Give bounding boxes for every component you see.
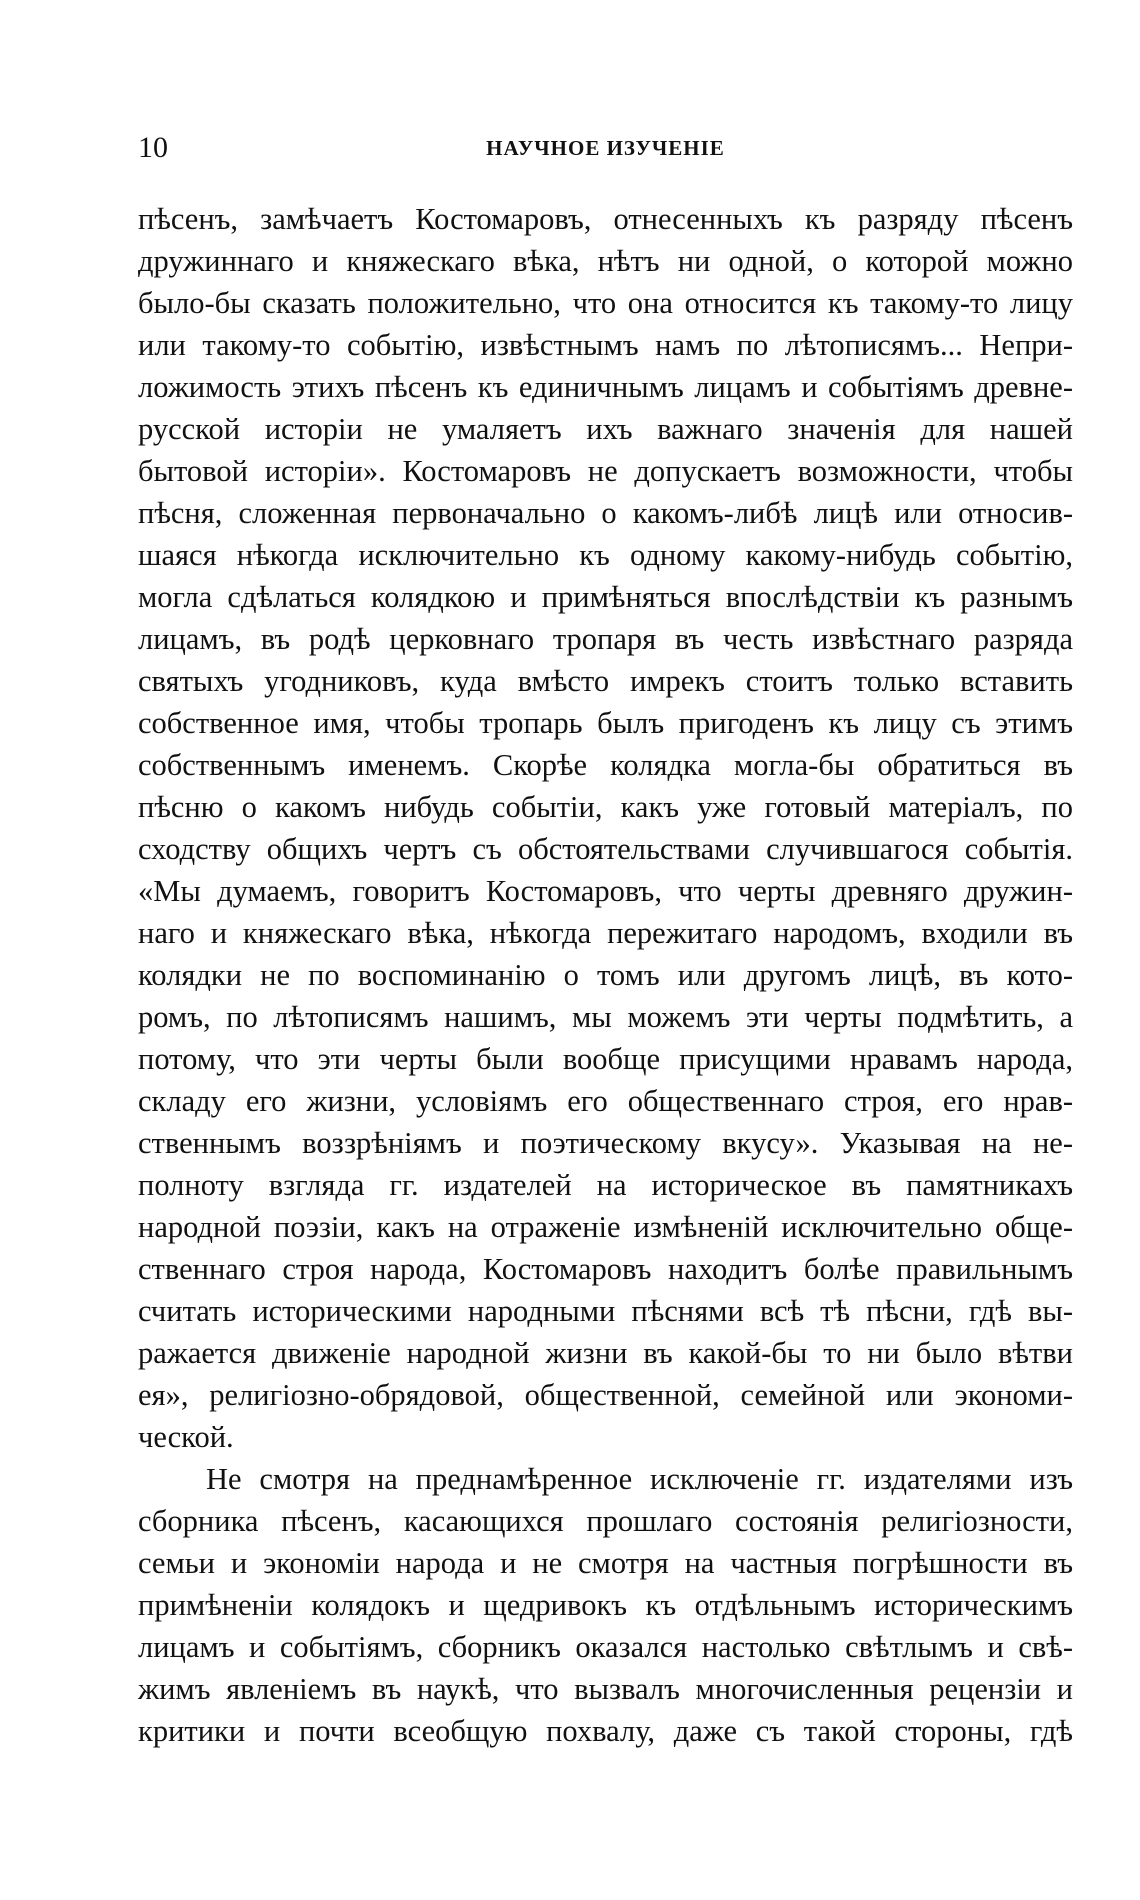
- page-header: [138, 128, 1073, 168]
- text-line: лицамъ, въ родѣ церковнаго тропаря въ честь извѣстнаго разряда: [138, 622, 1073, 656]
- text-line: ственнаго строя народа, Костомаровъ находитъ болѣе правильнымъ: [138, 1252, 1073, 1286]
- text-line: могла сдѣлаться колядкою и примѣняться впослѣдствіи къ разнымъ: [138, 580, 1073, 614]
- text-line: наго и княжескаго вѣка, нѣкогда пережитаго народомъ, входили въ: [138, 916, 1073, 950]
- body-text: [138, 198, 1073, 1752]
- text-line: сборника пѣсенъ, касающихся прошлаго состоянія религіозности,: [138, 1504, 1073, 1538]
- running-title: НАУЧНОЕ ИЗУЧЕНІЕ: [486, 136, 725, 160]
- text-line: дружиннаго и княжескаго вѣка, нѣтъ ни одной, о которой можно: [138, 244, 1073, 278]
- text-line: народной поэзіи, какъ на отраженіе измѣненій исключительно обще-: [138, 1210, 1073, 1244]
- text-line: собственнымъ именемъ. Скорѣе колядка могла-бы обратиться въ: [138, 748, 1073, 782]
- text-line: пѣсню о какомъ нибудь событіи, какъ уже готовый матеріалъ, по: [138, 790, 1073, 824]
- text-line: критики и почти всеобщую похвалу, даже съ такой стороны, гдѣ: [138, 1714, 1073, 1748]
- text-line: полноту взгляда гг. издателей на историческое въ памятникахъ: [138, 1168, 1073, 1202]
- text-line: «Мы думаемъ, говоритъ Костомаровъ, что черты древняго дружин-: [138, 874, 1073, 908]
- text-line: ческой.: [138, 1420, 234, 1454]
- text-line: лицамъ и событіямъ, сборникъ оказался настолько свѣтлымъ и свѣ-: [138, 1630, 1073, 1664]
- text-line: было-бы сказать положительно, что она относится къ такому-то лицу: [138, 286, 1073, 320]
- text-line: собственное имя, чтобы тропарь былъ пригоденъ къ лицу съ этимъ: [138, 706, 1073, 740]
- page-number: 10: [138, 131, 168, 164]
- paragraph-1: [138, 198, 1073, 1458]
- text-line: сходству общихъ чертъ съ обстоятельствами случившагося событія.: [138, 832, 1073, 866]
- text-line: колядки не по воспоминанію о томъ или другомъ лицѣ, въ кото-: [138, 958, 1073, 992]
- text-line: потому, что эти черты были вообще присущими нравамъ народа,: [138, 1042, 1073, 1076]
- text-line: ражается движеніе народной жизни въ какой-бы то ни было вѣтви: [138, 1336, 1073, 1370]
- text-line: ромъ, по лѣтописямъ нашимъ, мы можемъ эти черты подмѣтить, а: [138, 1000, 1073, 1034]
- text-line: пѣсенъ, замѣчаетъ Костомаровъ, отнесенныхъ къ разряду пѣсенъ: [138, 202, 1073, 236]
- text-line: пѣсня, сложенная первоначально о какомъ-либѣ лицѣ или относив-: [138, 496, 1073, 530]
- paragraph-2: [138, 1458, 1073, 1752]
- text-line: ея», религіозно-обрядовой, общественной, семейной или экономи-: [138, 1378, 1073, 1412]
- text-line: святыхъ угодниковъ, куда вмѣсто имрекъ стоитъ только вставить: [138, 664, 1073, 698]
- text-line: складу его жизни, условіямъ его общественнаго строя, его нрав-: [138, 1084, 1073, 1118]
- text-line: ложимость этихъ пѣсенъ къ единичнымъ лицамъ и событіямъ древне-: [138, 370, 1073, 404]
- text-line: жимъ явленіемъ въ наукѣ, что вызвалъ многочисленныя рецензіи и: [138, 1672, 1073, 1706]
- text-line: примѣненіи колядокъ и щедривокъ къ отдѣльнымъ историческимъ: [138, 1588, 1073, 1622]
- text-line: считать историческими народными пѣснями всѣ тѣ пѣсни, гдѣ вы-: [138, 1294, 1073, 1328]
- text-line: ственнымъ воззрѣніямъ и поэтическому вкусу». Указывая на не-: [138, 1126, 1073, 1160]
- text-line: или такому-то событію, извѣстнымъ намъ по лѣтописямъ... Непри-: [138, 328, 1073, 362]
- text-line: Не смотря на преднамѣренное исключеніе гг. издателями изъ: [206, 1462, 1073, 1496]
- text-line: бытовой исторіи». Костомаровъ не допускаетъ возможности, чтобы: [138, 454, 1073, 488]
- text-line: русской исторіи не умаляетъ ихъ важнаго значенія для нашей: [138, 412, 1073, 446]
- text-line: шаяся нѣкогда исключительно къ одному какому-нибудь событію,: [138, 538, 1073, 572]
- text-line: семьи и экономіи народа и не смотря на частныя погрѣшности въ: [138, 1546, 1073, 1580]
